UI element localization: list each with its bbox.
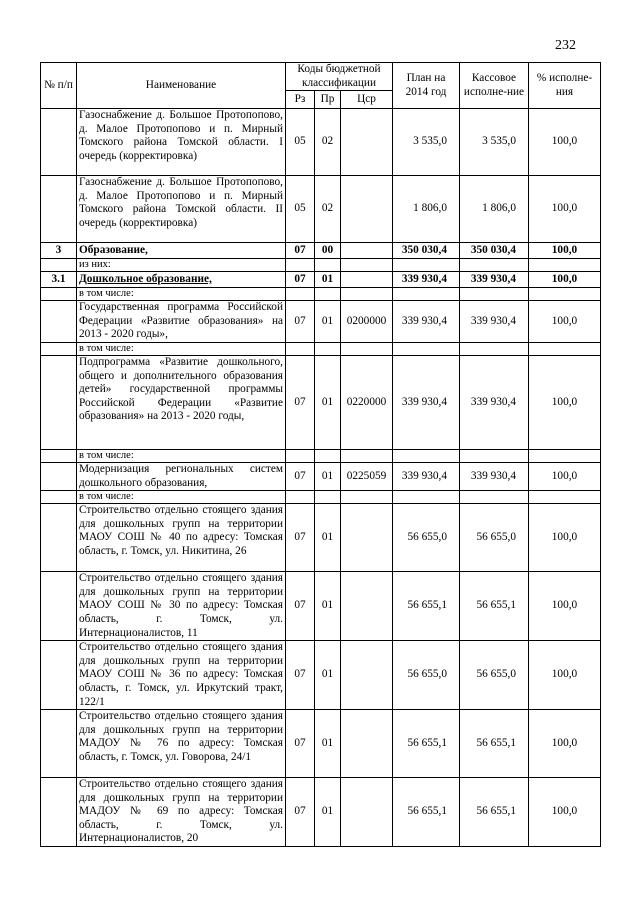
header-codes: Коды бюджетной классификации	[286, 63, 393, 91]
cell-name: Строительство отдельно стоящего здания для дошкольных групп на территории МАДОУ № 69 по адресу: Томская область, г. Томск, ул. Интернационалистов, 20	[77, 778, 286, 847]
cell-num: 3	[41, 243, 77, 259]
cell-pct	[529, 288, 601, 301]
cell-pr: 01	[315, 778, 341, 847]
cell-csr: 0220000	[341, 355, 393, 449]
cell-name: Модернизация региональных систем дошкольного образования,	[77, 462, 286, 490]
cell-pct: 100,0	[529, 243, 601, 259]
cell-rz: 07	[286, 778, 315, 847]
cell-rz: 07	[286, 272, 315, 288]
cell-csr	[341, 259, 393, 272]
cell-cash	[460, 259, 529, 272]
cell-plan: 339 930,4	[393, 462, 460, 490]
cell-num	[41, 572, 77, 641]
header-cash: Кассовое исполне-ние	[460, 63, 529, 109]
cell-csr	[341, 449, 393, 462]
cell-num	[41, 342, 77, 355]
cell-pr	[315, 491, 341, 504]
cell-name: из них:	[77, 259, 286, 272]
cell-cash: 3 535,0	[460, 109, 529, 176]
cell-name: в том числе:	[77, 288, 286, 301]
cell-pr	[315, 288, 341, 301]
table-row	[41, 301, 601, 343]
cell-name: Строительство отдельно стоящего здания для дошкольных групп на территории МАОУ СОШ № 30 по адресу: Томская область, г. Томск, ул. Интернационалистов, 11	[77, 572, 286, 641]
cell-pct: 100,0	[529, 504, 601, 572]
table-row	[41, 288, 601, 301]
table-row	[41, 572, 601, 641]
cell-rz: 07	[286, 641, 315, 710]
table-row	[41, 342, 601, 355]
table-row	[41, 176, 601, 243]
cell-pct: 100,0	[529, 641, 601, 710]
cell-pr: 01	[315, 462, 341, 490]
cell-plan	[393, 491, 460, 504]
cell-cash	[460, 342, 529, 355]
table-row	[41, 462, 601, 490]
header-pr: Пр	[315, 91, 341, 109]
cell-plan: 1 806,0	[393, 176, 460, 243]
cell-pr	[315, 449, 341, 462]
cell-cash	[460, 491, 529, 504]
cell-num	[41, 462, 77, 490]
cell-plan: 339 930,4	[393, 272, 460, 288]
cell-cash	[460, 288, 529, 301]
table-row	[41, 641, 601, 710]
header-name: Наименование	[77, 63, 286, 109]
cell-name: Строительство отдельно стоящего здания для дошкольных групп на территории МАДОУ № 76 по адресу: Томская область, г. Томск, ул. Говорова, 24/1	[77, 710, 286, 778]
cell-num	[41, 288, 77, 301]
table-row	[41, 710, 601, 778]
header-rz: Рз	[286, 91, 315, 109]
cell-pct	[529, 342, 601, 355]
cell-plan: 56 655,1	[393, 778, 460, 847]
cell-name: Строительство отдельно стоящего здания для дошкольных групп на территории МАОУ СОШ № 40 по адресу: Томская область, г. Томск, ул. Никитина, 26	[77, 504, 286, 572]
cell-num	[41, 778, 77, 847]
cell-pct	[529, 449, 601, 462]
cell-name: Газоснабжение д. Большое Протопопово, д. Малое Протопопово и п. Мирный Томского района Томской области. II очередь (корректировка)	[77, 176, 286, 243]
cell-pct: 100,0	[529, 462, 601, 490]
cell-name: в том числе:	[77, 449, 286, 462]
cell-pr	[315, 259, 341, 272]
cell-name: Газоснабжение д. Большое Протопопово, д. Малое Протопопово и п. Мирный Томского района Томской области. I очередь (корректировка)	[77, 109, 286, 176]
cell-pct: 100,0	[529, 272, 601, 288]
table-row	[41, 243, 601, 259]
cell-plan: 56 655,0	[393, 641, 460, 710]
cell-cash: 56 655,1	[460, 710, 529, 778]
cell-plan: 350 030,4	[393, 243, 460, 259]
cell-pct: 100,0	[529, 301, 601, 343]
cell-csr	[341, 243, 393, 259]
cell-csr: 0200000	[341, 301, 393, 343]
table-row	[41, 259, 601, 272]
cell-pr: 00	[315, 243, 341, 259]
cell-plan	[393, 288, 460, 301]
cell-num: 3.1	[41, 272, 77, 288]
cell-pct: 100,0	[529, 176, 601, 243]
table-row	[41, 272, 601, 288]
cell-csr	[341, 176, 393, 243]
table-row	[41, 778, 601, 847]
cell-num	[41, 491, 77, 504]
cell-name: Образование,	[77, 243, 286, 259]
cell-plan	[393, 259, 460, 272]
header-plan: План на 2014 год	[393, 63, 460, 109]
cell-csr	[341, 288, 393, 301]
cell-cash: 1 806,0	[460, 176, 529, 243]
cell-pct	[529, 259, 601, 272]
cell-rz: 05	[286, 176, 315, 243]
cell-pct: 100,0	[529, 778, 601, 847]
cell-name: в том числе:	[77, 491, 286, 504]
cell-cash: 56 655,0	[460, 641, 529, 710]
cell-pct: 100,0	[529, 572, 601, 641]
cell-num	[41, 710, 77, 778]
cell-pr: 01	[315, 355, 341, 449]
cell-rz: 07	[286, 462, 315, 490]
cell-pr: 02	[315, 176, 341, 243]
cell-csr	[341, 109, 393, 176]
cell-num	[41, 504, 77, 572]
cell-name: Строительство отдельно стоящего здания для дошкольных групп на территории МАОУ СОШ № 36 по адресу: Томская область, г. Томск, ул. Иркутский тракт, 122/1	[77, 641, 286, 710]
cell-plan: 56 655,1	[393, 710, 460, 778]
cell-pr: 01	[315, 641, 341, 710]
cell-csr	[341, 491, 393, 504]
cell-cash: 339 930,4	[460, 462, 529, 490]
cell-plan: 339 930,4	[393, 355, 460, 449]
cell-csr	[341, 504, 393, 572]
header-csr: Цср	[341, 91, 393, 109]
cell-num	[41, 355, 77, 449]
cell-csr	[341, 342, 393, 355]
cell-cash: 56 655,1	[460, 778, 529, 847]
cell-pr: 01	[315, 301, 341, 343]
cell-rz: 07	[286, 301, 315, 343]
cell-cash: 56 655,1	[460, 572, 529, 641]
cell-cash	[460, 449, 529, 462]
cell-cash: 56 655,0	[460, 504, 529, 572]
cell-csr	[341, 272, 393, 288]
header-num: № п/п	[41, 63, 77, 109]
table-row	[41, 504, 601, 572]
cell-name: Подпрограмма «Развитие дошкольного, общего и дополнительного образования детей» государственной программы Российской Федерации «Развитие образования» на 2013 - 2020 годы,	[77, 355, 286, 449]
cell-pct: 100,0	[529, 109, 601, 176]
cell-name: в том числе:	[77, 342, 286, 355]
table-row	[41, 109, 601, 176]
cell-rz	[286, 259, 315, 272]
cell-rz	[286, 288, 315, 301]
cell-rz: 07	[286, 504, 315, 572]
cell-csr	[341, 641, 393, 710]
cell-num	[41, 176, 77, 243]
cell-plan: 339 930,4	[393, 301, 460, 343]
cell-csr	[341, 710, 393, 778]
table-row	[41, 355, 601, 449]
cell-pct: 100,0	[529, 355, 601, 449]
cell-rz: 05	[286, 109, 315, 176]
cell-pr: 01	[315, 710, 341, 778]
table-row	[41, 449, 601, 462]
cell-plan	[393, 449, 460, 462]
cell-rz: 07	[286, 355, 315, 449]
cell-csr	[341, 778, 393, 847]
cell-pr: 02	[315, 109, 341, 176]
cell-pr	[315, 342, 341, 355]
cell-num	[41, 641, 77, 710]
page-number: 232	[555, 38, 576, 53]
cell-rz: 07	[286, 243, 315, 259]
cell-pr: 01	[315, 272, 341, 288]
cell-pct: 100,0	[529, 710, 601, 778]
cell-name: Государственная программа Российской Федерации «Развитие образования» на 2013 - 2020 годы»,	[77, 301, 286, 343]
cell-rz	[286, 491, 315, 504]
cell-name: Дошкольное образование,	[77, 272, 286, 288]
cell-rz: 07	[286, 572, 315, 641]
header-pct: % исполне-ния	[529, 63, 601, 109]
cell-pr: 01	[315, 504, 341, 572]
cell-cash: 339 930,4	[460, 272, 529, 288]
cell-num	[41, 301, 77, 343]
cell-plan	[393, 342, 460, 355]
cell-num	[41, 259, 77, 272]
cell-cash: 339 930,4	[460, 301, 529, 343]
cell-rz: 07	[286, 710, 315, 778]
cell-plan: 3 535,0	[393, 109, 460, 176]
budget-table	[40, 62, 601, 847]
cell-num	[41, 109, 77, 176]
cell-rz	[286, 342, 315, 355]
cell-cash: 350 030,4	[460, 243, 529, 259]
cell-plan: 56 655,0	[393, 504, 460, 572]
cell-rz	[286, 449, 315, 462]
cell-pr: 01	[315, 572, 341, 641]
table-body	[41, 109, 601, 847]
cell-plan: 56 655,1	[393, 572, 460, 641]
cell-csr: 0225059	[341, 462, 393, 490]
cell-csr	[341, 572, 393, 641]
cell-cash: 339 930,4	[460, 355, 529, 449]
cell-num	[41, 449, 77, 462]
cell-pct	[529, 491, 601, 504]
table-row	[41, 491, 601, 504]
